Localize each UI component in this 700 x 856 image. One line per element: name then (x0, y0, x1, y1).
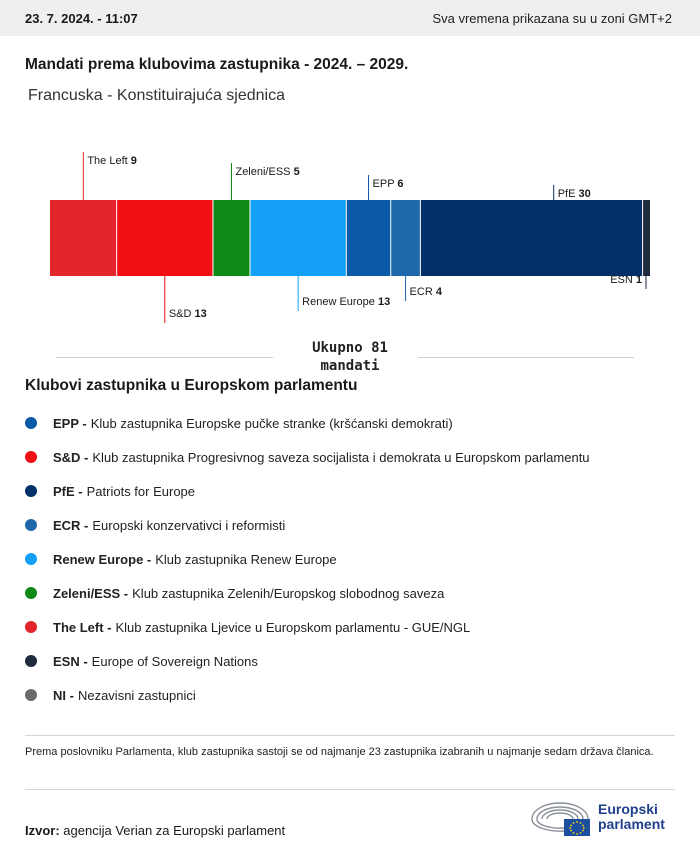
bar-label (610, 274, 642, 286)
legend-description: Nezavisni zastupnici (77, 687, 196, 703)
legend-abbr: ECR - (53, 517, 89, 533)
top-bar (0, 0, 700, 36)
bar-segment (213, 200, 250, 276)
legend-dot (25, 553, 37, 565)
bar-label-value: 5 (293, 166, 300, 178)
legend-abbr: Renew Europe - (53, 551, 152, 567)
bar-label (373, 178, 404, 190)
bar-label-name: EPP (372, 178, 398, 190)
bar-segment (420, 200, 642, 276)
bar-segment (117, 200, 213, 276)
source-line (25, 823, 285, 838)
total-divider-right (418, 357, 634, 358)
legend-description: Klub zastupnika Progresivnog saveza socijalista i demokrata u Europskom parlamentu (92, 449, 590, 465)
bar-label-value: 30 (578, 188, 591, 200)
bar-segment (391, 200, 421, 276)
legend-abbr: Zeleni/ESS - (53, 585, 129, 601)
bar-label (558, 188, 591, 200)
legend-item (25, 406, 590, 440)
chart-title: Mandati prema klubovima zastupnika - 2024. – 2029. (25, 56, 409, 73)
source-label: Izvor: (25, 823, 60, 838)
legend-dot (25, 451, 37, 463)
legend-item (25, 474, 590, 508)
legend-item (25, 678, 590, 712)
bar-label-name: Renew Europe (302, 296, 378, 308)
legend-item (25, 542, 590, 576)
legend-abbr: ESN - (53, 653, 88, 669)
legend-dot (25, 519, 37, 531)
legend-item (25, 644, 590, 678)
legend-item (25, 508, 590, 542)
bar-label (87, 155, 137, 167)
timezone-note: Sva vremena prikazana su u zoni GMT+2 (432, 10, 672, 26)
legend-title: Klubovi zastupnika u Europskom parlamentu (25, 377, 358, 394)
bar-segment (643, 200, 650, 276)
bar-label (302, 296, 390, 308)
legend-dot (25, 689, 37, 701)
legend-abbr: S&D - (53, 449, 89, 465)
bar-segment (346, 200, 390, 276)
legend-abbr: EPP - (53, 415, 87, 431)
legend-dot (25, 621, 37, 633)
timestamp: 23. 7. 2024. - 11:07 (25, 10, 138, 26)
legend-abbr: NI - (53, 687, 74, 703)
legend-description: Klub zastupnika Zelenih/Europskog slobodnog saveza (132, 585, 445, 601)
total-seats-line1: Ukupno 81 (312, 340, 388, 356)
logo-text (598, 802, 665, 832)
legend-item (25, 610, 590, 644)
total-seats-label (280, 339, 420, 375)
footnote: Prema poslovniku Parlamenta, klub zastupnika sastoji se od najmanje 23 zastupnika izabranih u najmanje sedam država članica. (25, 746, 654, 758)
bar-label-name: Zeleni/ESS (235, 166, 294, 178)
legend-dot (25, 485, 37, 497)
source-text: agencija Verian za Europski parlament (63, 823, 286, 838)
bar-label-value: 13 (377, 296, 391, 308)
legend-description: Europe of Sovereign Nations (91, 653, 258, 669)
bar-label-name: ECR (409, 286, 436, 298)
logo-line2: parlament (598, 816, 665, 832)
hemicycle-icon (528, 797, 592, 837)
bar-label-value: 6 (397, 178, 404, 190)
legend-item (25, 576, 590, 610)
bar-label-value: 1 (635, 274, 642, 286)
bar-label-name: S&D (168, 308, 195, 320)
bar-label-name: ESN (610, 274, 636, 286)
bar-label (410, 286, 443, 298)
bar-label-value: 13 (194, 308, 207, 320)
bar-label (235, 166, 299, 178)
bar-label-name: PfE (557, 188, 579, 200)
bar-segment (50, 200, 117, 276)
total-divider-left (56, 357, 273, 358)
legend-dot (25, 655, 37, 667)
seat-distribution-chart (0, 140, 700, 330)
bar-label (169, 308, 207, 320)
bar-label-value: 9 (130, 155, 137, 167)
logo-line1: Europski (598, 801, 658, 817)
legend-description: Klub zastupnika Ljevice u Europskom parlamentu - GUE/NGL (115, 619, 471, 635)
legend-description: Klub zastupnika Renew Europe (155, 551, 337, 567)
chart-subtitle: Francuska - Konstituirajuća sjednica (28, 87, 286, 104)
legend-dot (25, 417, 37, 429)
legend-abbr: The Left - (53, 619, 112, 635)
legend-description: Patriots for Europe (86, 483, 196, 499)
legend-description: Europski konzervativci i reformisti (92, 517, 286, 533)
legend-dot (25, 587, 37, 599)
total-seats-line2: mandati (320, 358, 380, 374)
ep-logo (528, 797, 678, 837)
divider-bottom (25, 789, 675, 790)
legend-description: Klub zastupnika Europske pučke stranke (kršćanski demokrati) (90, 415, 453, 431)
divider-top (25, 735, 675, 736)
bar-segment (250, 200, 346, 276)
group-legend (25, 406, 590, 712)
bar-label-name: The Left (87, 155, 131, 167)
bar-label-value: 4 (435, 286, 442, 298)
legend-abbr: PfE - (53, 483, 83, 499)
legend-item (25, 440, 590, 474)
